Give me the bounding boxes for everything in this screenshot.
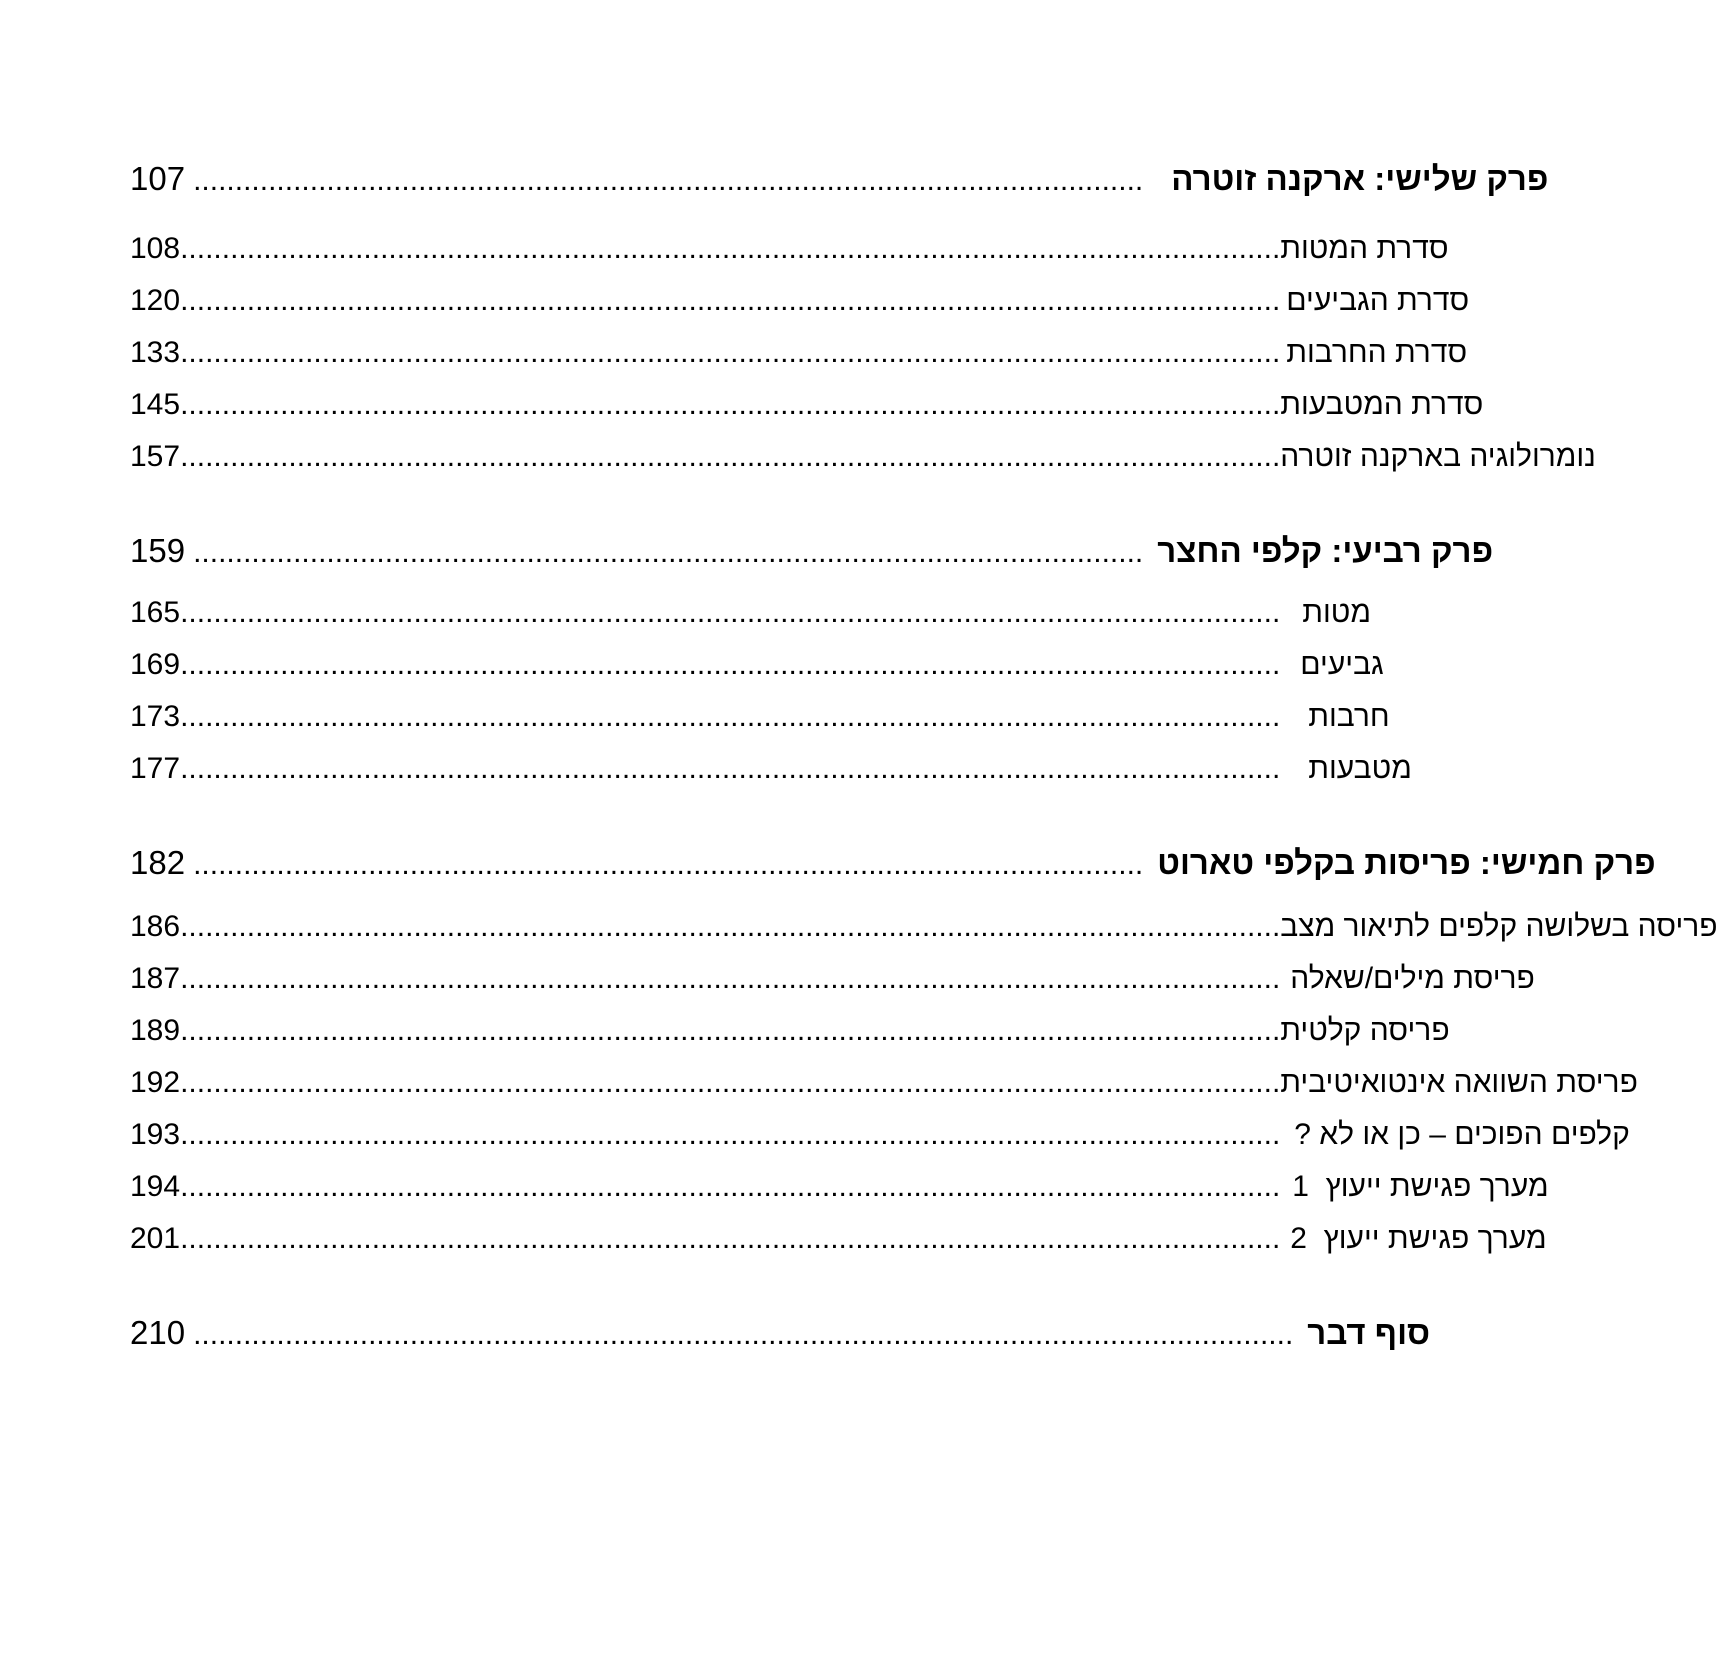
entry-title: סדרת המטות <box>1280 232 1449 265</box>
dot-leader: .................................................................................................................................... <box>180 1118 1281 1151</box>
dot-leader: .................................................................................................................................... <box>180 284 1281 317</box>
entry-title: גביעים <box>1300 648 1384 681</box>
dot-leader: .................................................................................................................................... <box>180 1066 1281 1099</box>
toc-chapter-4[interactable] <box>130 532 1494 576</box>
entry-title: סדרת המטבעות <box>1280 388 1484 421</box>
page-number: 173 <box>130 700 181 733</box>
entry-title: סדרת החרבות <box>1286 336 1468 369</box>
toc-entry[interactable] <box>130 700 1390 744</box>
toc-chapter-5[interactable] <box>130 844 1656 888</box>
chapter-title: פרק שלישי: ארקנה זוטרה <box>1171 160 1549 197</box>
dot-leader: .................................................................................................................................... <box>180 388 1281 421</box>
toc-entry[interactable] <box>130 596 1371 640</box>
page-number: 201 <box>130 1222 181 1255</box>
page-number: 169 <box>130 648 181 681</box>
dot-leader: .................................................................................................................. <box>193 536 1144 569</box>
dot-leader: .................................................................................................................................... <box>180 1222 1281 1255</box>
dot-leader: .................................................................................................................. <box>193 164 1144 197</box>
dot-leader: .................................................................................................................................... <box>180 648 1281 681</box>
page-number: 165 <box>130 596 181 629</box>
toc-entry[interactable] <box>130 1118 1630 1162</box>
dot-leader: .................................................................................................................................... <box>193 1318 1294 1351</box>
page-number: 182 <box>130 844 186 881</box>
dot-leader: .................................................................................................................. <box>193 848 1144 881</box>
dot-leader: .................................................................................................................................... <box>180 962 1281 995</box>
entry-title: פריסת השוואה אינטואיטיבית <box>1280 1066 1638 1099</box>
toc-entry[interactable] <box>130 388 1484 432</box>
page-number: 157 <box>130 440 181 473</box>
entry-title: מערך פגישת ייעוץ 2 <box>1290 1222 1547 1255</box>
page-number: 120 <box>130 284 181 317</box>
dot-leader: .................................................................................................................................... <box>180 596 1281 629</box>
entry-title: קלפים הפוכים – כן או לא ? <box>1294 1118 1630 1151</box>
toc-entry[interactable] <box>130 1222 1547 1266</box>
page-number: 177 <box>130 752 181 785</box>
dot-leader: .................................................................................................................................... <box>180 910 1281 943</box>
toc-entry[interactable] <box>130 336 1468 380</box>
page-number: 186 <box>130 910 181 943</box>
page-number: 145 <box>130 388 181 421</box>
page-number: 192 <box>130 1066 181 1099</box>
dot-leader: .................................................................................................................................... <box>180 232 1281 265</box>
page-number: 194 <box>130 1170 181 1203</box>
entry-title: סדרת הגביעים <box>1286 284 1470 317</box>
page-number: 193 <box>130 1118 181 1151</box>
entry-title: מטות <box>1302 596 1371 629</box>
toc-entry[interactable] <box>130 1170 1549 1214</box>
page-number: 189 <box>130 1014 181 1047</box>
dot-leader: .................................................................................................................................... <box>180 336 1281 369</box>
entry-title: פריסת מילים/שאלה <box>1290 962 1535 995</box>
toc-entry[interactable] <box>130 232 1449 276</box>
page-number: 159 <box>130 532 186 569</box>
page-number: 187 <box>130 962 181 995</box>
toc-entry[interactable] <box>130 440 1596 484</box>
chapter-title: פרק חמישי: פריסות בקלפי טארוט <box>1157 844 1656 881</box>
toc-entry[interactable] <box>130 962 1535 1006</box>
page-number: 133 <box>130 336 181 369</box>
chapter-title: פרק רביעי: קלפי החצר <box>1157 532 1494 569</box>
page-number: 108 <box>130 232 181 265</box>
entry-title: חרבות <box>1308 700 1390 733</box>
entry-title: פריסה קלטית <box>1280 1014 1450 1047</box>
toc-chapter-3[interactable] <box>130 160 1549 204</box>
dot-leader: .................................................................................................................................... <box>180 1014 1281 1047</box>
toc-entry[interactable] <box>130 752 1412 796</box>
toc-entry[interactable] <box>130 648 1384 692</box>
entry-title: נומרולוגיה בארקנה זוטרה <box>1280 440 1596 473</box>
page-number: 210 <box>130 1314 186 1351</box>
dot-leader: .................................................................................................................................... <box>180 1170 1281 1203</box>
dot-leader: .................................................................................................................................... <box>180 752 1281 785</box>
entry-title: מטבעות <box>1308 752 1412 785</box>
entry-title: מערך פגישת ייעוץ 1 <box>1292 1170 1549 1203</box>
page-number: 107 <box>130 160 186 197</box>
entry-title: פריסה בשלושה קלפים לתיאור מצב <box>1280 910 1718 943</box>
toc-epilogue[interactable] <box>130 1314 1431 1358</box>
toc-entry[interactable] <box>130 1066 1638 1110</box>
dot-leader: .................................................................................................................................... <box>180 440 1281 473</box>
toc-entry[interactable] <box>130 1014 1450 1058</box>
chapter-title: סוף דבר <box>1307 1314 1431 1351</box>
dot-leader: .................................................................................................................................... <box>180 700 1281 733</box>
toc-entry[interactable] <box>130 284 1470 328</box>
toc-entry[interactable] <box>130 910 1718 954</box>
